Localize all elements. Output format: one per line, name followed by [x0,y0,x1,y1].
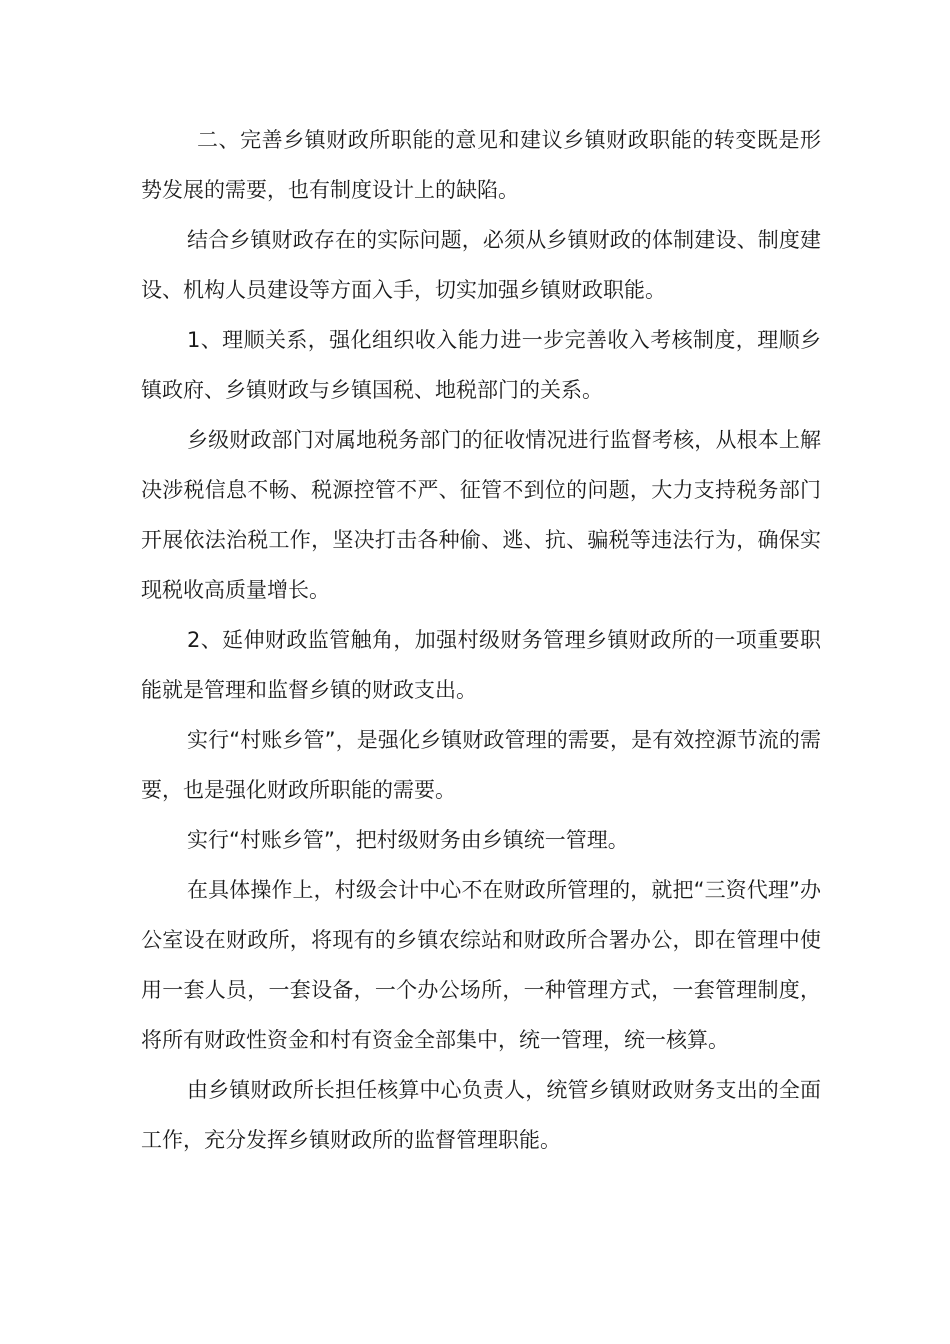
paragraph: 实行“村账乡管”，把村级财务由乡镇统一管理。 [187,828,629,852]
paragraph: 2、延伸财政监管触角，加强村级财务管理乡镇财政所的一项重要职能就是管理和监督乡镇的财政支出。 [141,628,821,702]
paragraph: 1、理顺关系，强化组织收入能力进一步完善收入考核制度，理顺乡镇政府、乡镇财政与乡镇国税、地税部门的关系。 [141,328,821,402]
paragraph: 二、完善乡镇财政所职能的意见和建议乡镇财政职能的转变既是形势发展的需要，也有制度设计上的缺陷。 [141,128,821,202]
paragraph: 结合乡镇财政存在的实际问题，必须从乡镇财政的体制建设、制度建设、机构人员建设等方面入手，切实加强乡镇财政职能。 [141,228,821,302]
document-body [141,115,821,1165]
paragraph: 在具体操作上，村级会计中心不在财政所管理的，就把“三资代理”办公室设在财政所，将现有的乡镇农综站和财政所合署办公，即在管理中使用一套人员，一套设备，一个办公场所，一种管理方式，一套管理制度，将所有财政性资金和村有资金全部集中，统一管理，统一核算。 [141,878,821,1052]
paragraph: 由乡镇财政所长担任核算中心负责人，统管乡镇财政财务支出的全面工作，充分发挥乡镇财政所的监督管理职能。 [141,1078,821,1152]
paragraph: 乡级财政部门对属地税务部门的征收情况进行监督考核，从根本上解决涉税信息不畅、税源控管不严、征管不到位的问题，大力支持税务部门开展依法治税工作，坚决打击各种偷、逃、抗、骗税等违法行为，确保实现税收高质量增长。 [141,428,821,602]
paragraph: 实行“村账乡管”，是强化乡镇财政管理的需要，是有效控源节流的需要，也是强化财政所职能的需要。 [141,728,821,802]
